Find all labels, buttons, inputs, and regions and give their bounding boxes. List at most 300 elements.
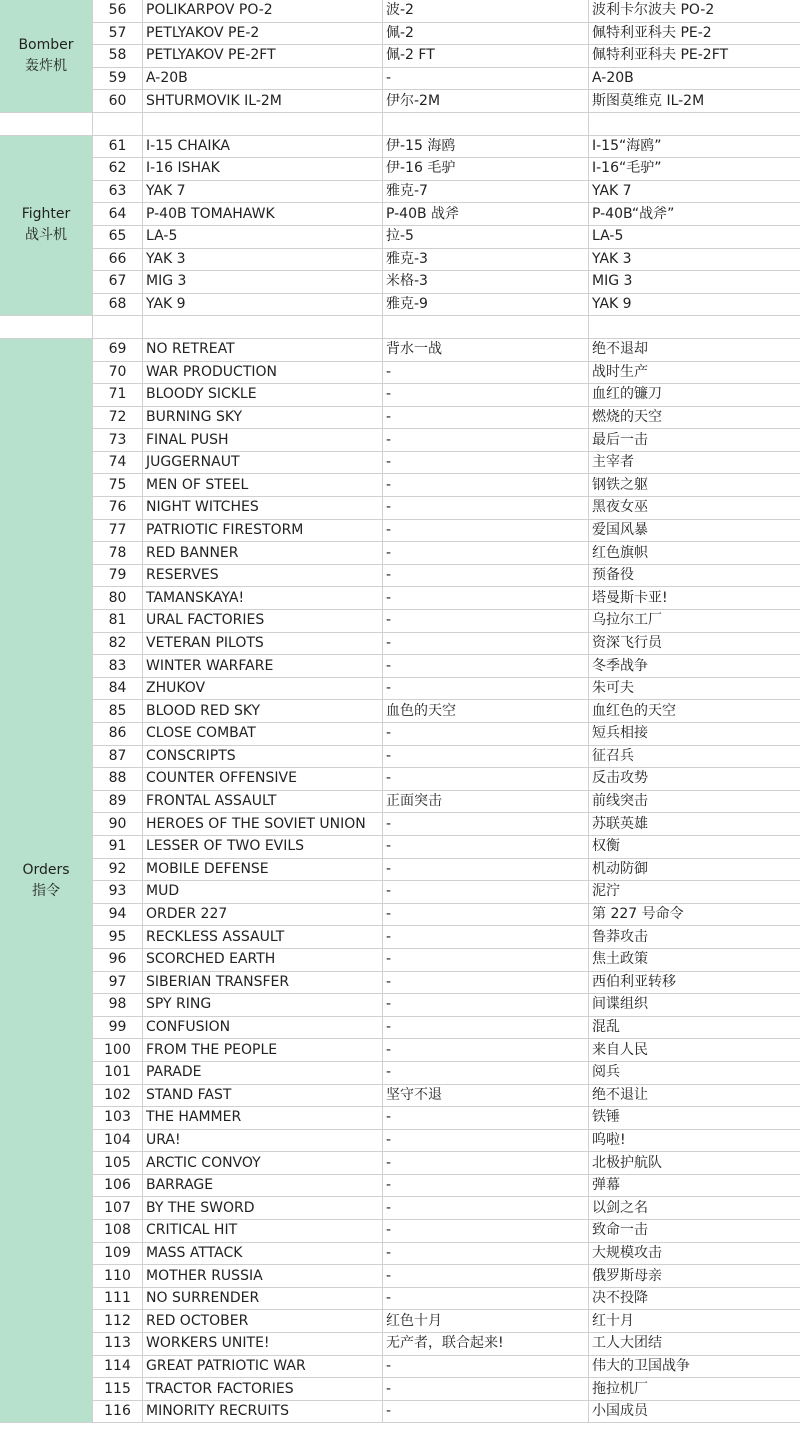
- table-row: [0, 1061, 800, 1084]
- official-chinese-cell[interactable]: -: [383, 1197, 589, 1220]
- table-row: [0, 1287, 800, 1310]
- empty-cell[interactable]: [0, 316, 93, 339]
- alt-chinese-cell[interactable]: 铁锤: [589, 1107, 800, 1130]
- alt-chinese-cell[interactable]: 佩特利亚科夫 PE-2: [589, 22, 800, 45]
- english-name-cell[interactable]: MEN OF STEEL: [143, 474, 383, 497]
- card-number-cell[interactable]: 92: [93, 858, 143, 881]
- card-number-cell[interactable]: 110: [93, 1265, 143, 1288]
- alt-chinese-cell[interactable]: 绝不退却: [589, 338, 800, 361]
- card-number-cell[interactable]: 80: [93, 587, 143, 610]
- alt-chinese-cell[interactable]: 决不投降: [589, 1287, 800, 1310]
- english-name-cell[interactable]: CONFUSION: [143, 1016, 383, 1039]
- alt-chinese-cell[interactable]: 燃烧的天空: [589, 406, 800, 429]
- english-name-cell[interactable]: BURNING SKY: [143, 406, 383, 429]
- card-number-cell[interactable]: 66: [93, 248, 143, 271]
- card-number-cell[interactable]: 115: [93, 1378, 143, 1401]
- card-number-cell[interactable]: 83: [93, 655, 143, 678]
- english-name-cell[interactable]: RED OCTOBER: [143, 1310, 383, 1333]
- official-chinese-cell[interactable]: -: [383, 1016, 589, 1039]
- official-chinese-cell[interactable]: 伊-15 海鸥: [383, 135, 589, 158]
- english-name-cell[interactable]: WAR PRODUCTION: [143, 361, 383, 384]
- card-number-cell[interactable]: 107: [93, 1197, 143, 1220]
- card-number-cell[interactable]: 60: [93, 90, 143, 113]
- official-chinese-cell[interactable]: -: [383, 903, 589, 926]
- official-chinese-cell[interactable]: -: [383, 384, 589, 407]
- english-name-cell[interactable]: STAND FAST: [143, 1084, 383, 1107]
- english-name-cell[interactable]: HEROES OF THE SOVIET UNION: [143, 813, 383, 836]
- english-name-cell[interactable]: RESERVES: [143, 564, 383, 587]
- table-row: [0, 1400, 800, 1423]
- card-number-cell[interactable]: 95: [93, 926, 143, 949]
- english-name-cell[interactable]: MOTHER RUSSIA: [143, 1265, 383, 1288]
- alt-chinese-cell[interactable]: 苏联英雄: [589, 813, 800, 836]
- alt-chinese-cell[interactable]: 俄罗斯母亲: [589, 1265, 800, 1288]
- card-number-cell[interactable]: 112: [93, 1310, 143, 1333]
- official-chinese-cell[interactable]: 坚守不退: [383, 1084, 589, 1107]
- alt-chinese-cell[interactable]: 机动防御: [589, 858, 800, 881]
- table-row: [0, 1242, 800, 1265]
- alt-chinese-cell[interactable]: 短兵相接: [589, 723, 800, 746]
- english-name-cell[interactable]: GREAT PATRIOTIC WAR: [143, 1355, 383, 1378]
- english-name-cell[interactable]: SPY RING: [143, 994, 383, 1017]
- alt-chinese-cell[interactable]: 鲁莽攻击: [589, 926, 800, 949]
- table-row: [0, 22, 800, 45]
- table-row: [0, 519, 800, 542]
- alt-chinese-cell[interactable]: 血红的镰刀: [589, 384, 800, 407]
- table-row: [0, 180, 800, 203]
- official-chinese-cell[interactable]: 背水一战: [383, 338, 589, 361]
- official-chinese-cell[interactable]: 拉-5: [383, 225, 589, 248]
- card-number-cell[interactable]: 99: [93, 1016, 143, 1039]
- official-chinese-cell[interactable]: -: [383, 451, 589, 474]
- alt-chinese-cell[interactable]: 波利卡尔波夫 PO-2: [589, 0, 800, 22]
- card-number-cell[interactable]: 56: [93, 0, 143, 22]
- alt-chinese-cell[interactable]: 钢铁之躯: [589, 474, 800, 497]
- alt-chinese-cell[interactable]: 绝不退让: [589, 1084, 800, 1107]
- card-number-cell[interactable]: 97: [93, 971, 143, 994]
- official-chinese-cell[interactable]: -: [383, 745, 589, 768]
- card-number-cell[interactable]: 75: [93, 474, 143, 497]
- alt-chinese-cell[interactable]: 塔曼斯卡亚!: [589, 587, 800, 610]
- card-number-cell[interactable]: 57: [93, 22, 143, 45]
- card-number-cell[interactable]: 93: [93, 881, 143, 904]
- alt-chinese-cell[interactable]: 混乱: [589, 1016, 800, 1039]
- english-name-cell[interactable]: MIG 3: [143, 271, 383, 294]
- card-number-cell[interactable]: 108: [93, 1220, 143, 1243]
- card-number-cell[interactable]: 87: [93, 745, 143, 768]
- card-number-cell[interactable]: 90: [93, 813, 143, 836]
- table-row: [0, 158, 800, 181]
- category-label-en: Orders: [22, 861, 70, 878]
- table-row: [0, 203, 800, 226]
- alt-chinese-cell[interactable]: YAK 7: [589, 180, 800, 203]
- official-chinese-cell[interactable]: -: [383, 542, 589, 565]
- table-row: [0, 723, 800, 746]
- english-name-cell[interactable]: BLOODY SICKLE: [143, 384, 383, 407]
- empty-cell[interactable]: [383, 316, 589, 339]
- alt-chinese-cell[interactable]: 伟大的卫国战争: [589, 1355, 800, 1378]
- english-name-cell[interactable]: ZHUKOV: [143, 677, 383, 700]
- table-row: [0, 1333, 800, 1356]
- alt-chinese-cell[interactable]: 呜啦!: [589, 1129, 800, 1152]
- alt-chinese-cell[interactable]: LA-5: [589, 225, 800, 248]
- alt-chinese-cell[interactable]: 红十月: [589, 1310, 800, 1333]
- english-name-cell[interactable]: ORDER 227: [143, 903, 383, 926]
- english-name-cell[interactable]: TAMANSKAYA!: [143, 587, 383, 610]
- table-row: [0, 971, 800, 994]
- english-name-cell[interactable]: FINAL PUSH: [143, 429, 383, 452]
- official-chinese-cell[interactable]: -: [383, 1107, 589, 1130]
- table-row: [0, 474, 800, 497]
- english-name-cell[interactable]: I-15 CHAIKA: [143, 135, 383, 158]
- english-name-cell[interactable]: SCORCHED EARTH: [143, 948, 383, 971]
- english-name-cell[interactable]: NO SURRENDER: [143, 1287, 383, 1310]
- english-name-cell[interactable]: BLOOD RED SKY: [143, 700, 383, 723]
- empty-cell[interactable]: [143, 316, 383, 339]
- alt-chinese-cell[interactable]: 致命一击: [589, 1220, 800, 1243]
- empty-cell[interactable]: [93, 112, 143, 135]
- table-row: [0, 655, 800, 678]
- card-number-cell[interactable]: 84: [93, 677, 143, 700]
- category-cell[interactable]: [0, 0, 93, 112]
- official-chinese-cell[interactable]: -: [383, 1242, 589, 1265]
- official-chinese-cell[interactable]: -: [383, 429, 589, 452]
- english-name-cell[interactable]: PETLYAKOV PE-2FT: [143, 45, 383, 68]
- alt-chinese-cell[interactable]: 权衡: [589, 835, 800, 858]
- alt-chinese-cell[interactable]: P-40B“战斧”: [589, 203, 800, 226]
- card-number-cell[interactable]: 76: [93, 497, 143, 520]
- official-chinese-cell[interactable]: -: [383, 881, 589, 904]
- official-chinese-cell[interactable]: -: [383, 610, 589, 633]
- card-number-cell[interactable]: 104: [93, 1129, 143, 1152]
- empty-cell[interactable]: [93, 316, 143, 339]
- english-name-cell[interactable]: COUNTER OFFENSIVE: [143, 768, 383, 791]
- english-name-cell[interactable]: CLOSE COMBAT: [143, 723, 383, 746]
- card-number-cell[interactable]: 65: [93, 225, 143, 248]
- english-name-cell[interactable]: P-40B TOMAHAWK: [143, 203, 383, 226]
- english-name-cell[interactable]: FRONTAL ASSAULT: [143, 790, 383, 813]
- alt-chinese-cell[interactable]: 来自人民: [589, 1039, 800, 1062]
- alt-chinese-cell[interactable]: 战时生产: [589, 361, 800, 384]
- english-name-cell[interactable]: PATRIOTIC FIRESTORM: [143, 519, 383, 542]
- card-number-cell[interactable]: 101: [93, 1061, 143, 1084]
- alt-chinese-cell[interactable]: 爱国风暴: [589, 519, 800, 542]
- english-name-cell[interactable]: PARADE: [143, 1061, 383, 1084]
- english-name-cell[interactable]: URAL FACTORIES: [143, 610, 383, 633]
- table-row: [0, 271, 800, 294]
- official-chinese-cell[interactable]: -: [383, 948, 589, 971]
- official-chinese-cell[interactable]: 波-2: [383, 0, 589, 22]
- card-number-cell[interactable]: 113: [93, 1333, 143, 1356]
- alt-chinese-cell[interactable]: 弹幕: [589, 1174, 800, 1197]
- official-chinese-cell[interactable]: 伊-16 毛驴: [383, 158, 589, 181]
- english-name-cell[interactable]: I-16 ISHAK: [143, 158, 383, 181]
- alt-chinese-cell[interactable]: I-16“毛驴”: [589, 158, 800, 181]
- table-row: [0, 406, 800, 429]
- official-chinese-cell[interactable]: -: [383, 519, 589, 542]
- official-chinese-cell[interactable]: -: [383, 835, 589, 858]
- official-chinese-cell[interactable]: -: [383, 632, 589, 655]
- alt-chinese-cell[interactable]: 朱可夫: [589, 677, 800, 700]
- alt-chinese-cell[interactable]: 第 227 号命令: [589, 903, 800, 926]
- alt-chinese-cell[interactable]: 泥泞: [589, 881, 800, 904]
- card-number-cell[interactable]: 91: [93, 835, 143, 858]
- official-chinese-cell[interactable]: -: [383, 497, 589, 520]
- alt-chinese-cell[interactable]: 斯图莫维克 IL-2M: [589, 90, 800, 113]
- table-row: [0, 677, 800, 700]
- official-chinese-cell[interactable]: -: [383, 587, 589, 610]
- table-row: [0, 1152, 800, 1175]
- card-number-cell[interactable]: 63: [93, 180, 143, 203]
- table-row: [0, 835, 800, 858]
- card-number-cell[interactable]: 69: [93, 338, 143, 361]
- card-number-cell[interactable]: 103: [93, 1107, 143, 1130]
- alt-chinese-cell[interactable]: 前线突击: [589, 790, 800, 813]
- category-label-zh: 轰炸机: [25, 57, 67, 74]
- card-number-cell[interactable]: 78: [93, 542, 143, 565]
- category-label-en: Fighter: [21, 206, 71, 223]
- card-number-cell[interactable]: 62: [93, 158, 143, 181]
- card-number-cell[interactable]: 74: [93, 451, 143, 474]
- official-chinese-cell[interactable]: -: [383, 474, 589, 497]
- card-number-cell[interactable]: 114: [93, 1355, 143, 1378]
- official-chinese-cell[interactable]: -: [383, 1039, 589, 1062]
- english-name-cell[interactable]: RED BANNER: [143, 542, 383, 565]
- official-chinese-cell[interactable]: P-40B 战斧: [383, 203, 589, 226]
- official-chinese-cell[interactable]: 伊尔-2M: [383, 90, 589, 113]
- card-number-cell[interactable]: 77: [93, 519, 143, 542]
- official-chinese-cell[interactable]: 雅克-7: [383, 180, 589, 203]
- official-chinese-cell[interactable]: -: [383, 1355, 589, 1378]
- official-chinese-cell[interactable]: 米格-3: [383, 271, 589, 294]
- alt-chinese-cell[interactable]: 血红色的天空: [589, 700, 800, 723]
- card-number-cell[interactable]: 105: [93, 1152, 143, 1175]
- card-number-cell[interactable]: 102: [93, 1084, 143, 1107]
- card-number-cell[interactable]: 73: [93, 429, 143, 452]
- table-row: [0, 632, 800, 655]
- alt-chinese-cell[interactable]: 以剑之名: [589, 1197, 800, 1220]
- english-name-cell[interactable]: NIGHT WITCHES: [143, 497, 383, 520]
- official-chinese-cell[interactable]: -: [383, 1400, 589, 1423]
- official-chinese-cell[interactable]: -: [383, 406, 589, 429]
- card-number-cell[interactable]: 59: [93, 67, 143, 90]
- english-name-cell[interactable]: LESSER OF TWO EVILS: [143, 835, 383, 858]
- alt-chinese-cell[interactable]: YAK 3: [589, 248, 800, 271]
- alt-chinese-cell[interactable]: 乌拉尔工厂: [589, 610, 800, 633]
- alt-chinese-cell[interactable]: 阅兵: [589, 1061, 800, 1084]
- english-name-cell[interactable]: BY THE SWORD: [143, 1197, 383, 1220]
- official-chinese-cell[interactable]: -: [383, 926, 589, 949]
- category-cell[interactable]: [0, 338, 93, 1423]
- table-row: [0, 790, 800, 813]
- table-row: [0, 1197, 800, 1220]
- card-number-cell[interactable]: 109: [93, 1242, 143, 1265]
- card-number-cell[interactable]: 98: [93, 994, 143, 1017]
- alt-chinese-cell[interactable]: 北极护航队: [589, 1152, 800, 1175]
- card-number-cell[interactable]: 96: [93, 948, 143, 971]
- official-chinese-cell[interactable]: -: [383, 361, 589, 384]
- card-number-cell[interactable]: 85: [93, 700, 143, 723]
- alt-chinese-cell[interactable]: I-15“海鸥”: [589, 135, 800, 158]
- alt-chinese-cell[interactable]: 资深飞行员: [589, 632, 800, 655]
- english-name-cell[interactable]: MASS ATTACK: [143, 1242, 383, 1265]
- english-name-cell[interactable]: A-20B: [143, 67, 383, 90]
- card-number-cell[interactable]: 68: [93, 293, 143, 316]
- english-name-cell[interactable]: SHTURMOVIK IL-2M: [143, 90, 383, 113]
- table-row: [0, 90, 800, 113]
- category-cell[interactable]: [0, 135, 93, 316]
- table-row: [0, 293, 800, 316]
- card-number-cell[interactable]: 100: [93, 1039, 143, 1062]
- alt-chinese-cell[interactable]: 焦土政策: [589, 948, 800, 971]
- english-name-cell[interactable]: CRITICAL HIT: [143, 1220, 383, 1243]
- empty-cell[interactable]: [589, 316, 800, 339]
- alt-chinese-cell[interactable]: 冬季战争: [589, 655, 800, 678]
- official-chinese-cell[interactable]: 血色的天空: [383, 700, 589, 723]
- official-chinese-cell[interactable]: -: [383, 655, 589, 678]
- card-number-cell[interactable]: 82: [93, 632, 143, 655]
- card-number-cell[interactable]: 111: [93, 1287, 143, 1310]
- category-label-zh: 指令: [32, 882, 60, 899]
- table-row: [0, 1084, 800, 1107]
- official-chinese-cell[interactable]: -: [383, 1220, 589, 1243]
- card-number-cell[interactable]: 64: [93, 203, 143, 226]
- english-name-cell[interactable]: MOBILE DEFENSE: [143, 858, 383, 881]
- empty-cell[interactable]: [143, 112, 383, 135]
- official-chinese-cell[interactable]: -: [383, 1152, 589, 1175]
- card-number-cell[interactable]: 88: [93, 768, 143, 791]
- official-chinese-cell[interactable]: 雅克-9: [383, 293, 589, 316]
- english-name-cell[interactable]: WORKERS UNITE!: [143, 1333, 383, 1356]
- official-chinese-cell[interactable]: -: [383, 1287, 589, 1310]
- table-row: [0, 225, 800, 248]
- category-label-zh: 战斗机: [25, 227, 67, 244]
- card-number-cell[interactable]: 61: [93, 135, 143, 158]
- card-number-cell[interactable]: 94: [93, 903, 143, 926]
- english-name-cell[interactable]: YAK 7: [143, 180, 383, 203]
- official-chinese-cell[interactable]: 佩-2: [383, 22, 589, 45]
- card-number-cell[interactable]: 116: [93, 1400, 143, 1423]
- card-number-cell[interactable]: 79: [93, 564, 143, 587]
- alt-chinese-cell[interactable]: 反击攻势: [589, 768, 800, 791]
- official-chinese-cell[interactable]: 无产者，联合起来!: [383, 1333, 589, 1356]
- alt-chinese-cell[interactable]: 主宰者: [589, 451, 800, 474]
- official-chinese-cell[interactable]: 雅克-3: [383, 248, 589, 271]
- alt-chinese-cell[interactable]: 间谍组织: [589, 994, 800, 1017]
- official-chinese-cell[interactable]: -: [383, 768, 589, 791]
- official-chinese-cell[interactable]: 正面突击: [383, 790, 589, 813]
- empty-cell[interactable]: [383, 112, 589, 135]
- table-row: [0, 1378, 800, 1401]
- english-name-cell[interactable]: URA!: [143, 1129, 383, 1152]
- table-row: [0, 745, 800, 768]
- card-number-cell[interactable]: 58: [93, 45, 143, 68]
- english-name-cell[interactable]: YAK 9: [143, 293, 383, 316]
- alt-chinese-cell[interactable]: 大规模攻击: [589, 1242, 800, 1265]
- alt-chinese-cell[interactable]: 工人大团结: [589, 1333, 800, 1356]
- english-name-cell[interactable]: CONSCRIPTS: [143, 745, 383, 768]
- english-name-cell[interactable]: SIBERIAN TRANSFER: [143, 971, 383, 994]
- english-name-cell[interactable]: BARRAGE: [143, 1174, 383, 1197]
- official-chinese-cell[interactable]: 佩-2 FT: [383, 45, 589, 68]
- english-name-cell[interactable]: WINTER WARFARE: [143, 655, 383, 678]
- official-chinese-cell[interactable]: -: [383, 858, 589, 881]
- official-chinese-cell[interactable]: -: [383, 67, 589, 90]
- alt-chinese-cell[interactable]: A-20B: [589, 67, 800, 90]
- english-name-cell[interactable]: THE HAMMER: [143, 1107, 383, 1130]
- alt-chinese-cell[interactable]: 最后一击: [589, 429, 800, 452]
- english-name-cell[interactable]: RECKLESS ASSAULT: [143, 926, 383, 949]
- official-chinese-cell[interactable]: -: [383, 677, 589, 700]
- official-chinese-cell[interactable]: -: [383, 564, 589, 587]
- alt-chinese-cell[interactable]: 西伯利亚转移: [589, 971, 800, 994]
- card-number-cell[interactable]: 72: [93, 406, 143, 429]
- alt-chinese-cell[interactable]: 红色旗帜: [589, 542, 800, 565]
- official-chinese-cell[interactable]: -: [383, 994, 589, 1017]
- alt-chinese-cell[interactable]: 佩特利亚科夫 PE-2FT: [589, 45, 800, 68]
- table-row: [0, 994, 800, 1017]
- english-name-cell[interactable]: POLIKARPOV PO-2: [143, 0, 383, 22]
- english-name-cell[interactable]: LA-5: [143, 225, 383, 248]
- official-chinese-cell[interactable]: 红色十月: [383, 1310, 589, 1333]
- official-chinese-cell[interactable]: -: [383, 723, 589, 746]
- english-name-cell[interactable]: ARCTIC CONVOY: [143, 1152, 383, 1175]
- spacer-row: [0, 316, 800, 339]
- table-row: [0, 1174, 800, 1197]
- card-number-cell[interactable]: 81: [93, 610, 143, 633]
- official-chinese-cell[interactable]: -: [383, 1129, 589, 1152]
- alt-chinese-cell[interactable]: MIG 3: [589, 271, 800, 294]
- official-chinese-cell[interactable]: -: [383, 1378, 589, 1401]
- alt-chinese-cell[interactable]: 征召兵: [589, 745, 800, 768]
- table-row: [0, 1039, 800, 1062]
- spacer-row: [0, 112, 800, 135]
- english-name-cell[interactable]: PETLYAKOV PE-2: [143, 22, 383, 45]
- official-chinese-cell[interactable]: -: [383, 971, 589, 994]
- official-chinese-cell[interactable]: -: [383, 813, 589, 836]
- card-number-cell[interactable]: 67: [93, 271, 143, 294]
- empty-cell[interactable]: [589, 112, 800, 135]
- official-chinese-cell[interactable]: -: [383, 1174, 589, 1197]
- category-label-en: Bomber: [18, 36, 74, 53]
- english-name-cell[interactable]: TRACTOR FACTORIES: [143, 1378, 383, 1401]
- alt-chinese-cell[interactable]: 黑夜女巫: [589, 497, 800, 520]
- alt-chinese-cell[interactable]: 小国成员: [589, 1400, 800, 1423]
- english-name-cell[interactable]: MINORITY RECRUITS: [143, 1400, 383, 1423]
- card-number-cell[interactable]: 86: [93, 723, 143, 746]
- english-name-cell[interactable]: JUGGERNAUT: [143, 451, 383, 474]
- english-name-cell[interactable]: YAK 3: [143, 248, 383, 271]
- alt-chinese-cell[interactable]: 拖拉机厂: [589, 1378, 800, 1401]
- official-chinese-cell[interactable]: -: [383, 1265, 589, 1288]
- english-name-cell[interactable]: FROM THE PEOPLE: [143, 1039, 383, 1062]
- table-row: [0, 768, 800, 791]
- official-chinese-cell[interactable]: -: [383, 1061, 589, 1084]
- table-row: [0, 881, 800, 904]
- alt-chinese-cell[interactable]: 预备役: [589, 564, 800, 587]
- table-row: [0, 135, 800, 158]
- english-name-cell[interactable]: NO RETREAT: [143, 338, 383, 361]
- card-number-cell[interactable]: 106: [93, 1174, 143, 1197]
- english-name-cell[interactable]: VETERAN PILOTS: [143, 632, 383, 655]
- english-name-cell[interactable]: MUD: [143, 881, 383, 904]
- card-number-cell[interactable]: 71: [93, 384, 143, 407]
- alt-chinese-cell[interactable]: YAK 9: [589, 293, 800, 316]
- empty-cell[interactable]: [0, 112, 93, 135]
- card-number-cell[interactable]: 89: [93, 790, 143, 813]
- card-number-cell[interactable]: 70: [93, 361, 143, 384]
- table-row: [0, 610, 800, 633]
